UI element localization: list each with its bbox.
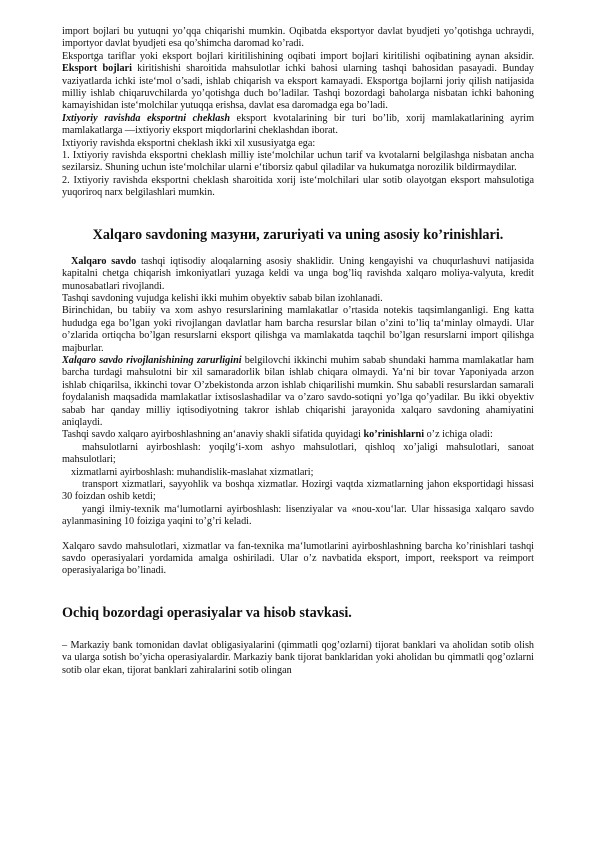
list-item-transport-services: transport xizmatlari, sayyohlik va boshqa xizmatlar. Hozirgi vaqtda xizmatlarning jahon eksportidagi hissasi 30 foizdan oshib ketdi; <box>62 479 534 503</box>
list-item-goods-exchange: mahsulotlarni ayirboshlash: yoqilg‘i-xom ashyo mahsulotlari, qishloq xo’jaligi mahsulotlari, sanoat mahsulotlari; <box>62 441 534 466</box>
list-item-feature-2: 2. Ixtiyoriy ravishda eksportni cheklash sharoitida xorij iste‘molchilari ular sotib olayotgan eksport mahsulotiga yuqoriroq narx belgilashlari mumkin. <box>62 174 534 199</box>
paragraph-export-duties: Eksportga tariflar yoki eksport bojlari kiritilishining oqibati import bojlari kiritilishi oqibatining aynan aksidir. Eksport bojlari kiritishishi sharoitida mahsulotlar ichki bahosi ularning tashqi bahosidan pasayadi. Bunday vaziyatlarda ichki iste‘mol o’sadi, ishlab chiqarish va eksport kamayadi. Eksportga bojlarni joriy qilish natijasida milliy ishlab chiqaruvchilarda yo’qotishga duch bo’ladilar. Tashqi bozordagi baholarga nisbatan ichki bahoning kamayishidan iste‘molchilar yutuqqa erishsa, davlat esa daromadga ega bo’ladi. <box>62 50 535 112</box>
paragraph-second-reason: Xalqaro savdo rivojlanishining zarurligini belgilovchi ikkinchi muhim sabab shundaki hamma mamlakatlar ham barcha turdagi mahsulotni bir xil samaradorlik bilan ishlab chiqara olmaydi. Ya‘ni bir tovar Yaponiyada arzon ishlab chiqarilsa, ikkinchi tovar O’zbekistonda arzon ishlab chiqarilishi mumkin. Shu sababli resurslardan samarali foydalanish maqsadida mamlakatlar ixtisoslashadilar va o’zaro savdo-sotiqni yo’lga qo’yadilar. Bu ikki obyektiv sabab har qanday milliy iqtisodiyotning takror ishlab chiqarishi jarayonida xalqaro savdoning ahamiyatini aniqlaydi. <box>62 354 534 428</box>
paragraph-trade-forms: Tashqi savdo xalqaro ayirboshlashning an‘anaviy shakli sifatida quyidagi ko’rinishlarni o’z ichiga oladi: <box>62 429 493 441</box>
paragraph-trade-operations: Xalqaro savdo mahsulotlari, xizmatlar va fan-texnika ma‘lumotlarini ayirboshlashning barcha ko’rinishlari tashqi savdo operasiyalari yordamida amalga oshiriladi. Ular o’z navbatida eksport, import, reeksport va reimport operasiyalariga bo’linadi. <box>62 540 534 577</box>
term-international-trade: Xalqaro savdo <box>71 255 137 267</box>
list-item-services-exchange: xizmatlarni ayirboshlash: muhandislik-maslahat xizmatlari; <box>71 466 314 478</box>
paragraph-first-reason: Birinchidan, bu tabiiy va xom ashyo resurslarining mamlakatlar o’rtasida notekis taqsimlanganligi. Eng katta hududga ega bo’lgan yoki rivojlangan davlatlar ham barcha resurslar bilan o’zini to’liq ta‘minlay olmaydi. Ular o’zlarida ortiqcha bo’lgan resurslarni eksport qilishga va mamlakatda taqchil bo’lgan resurslarni import qilishga majburlar. <box>62 305 534 354</box>
paragraph-import-duties: import bojlari bu yutuqni yo’qqa chiqarishi mumkin. Oqibatda eksportyor davlat byudjeti yo’qotishga uchraydi, importyor davlat byudjeti esa qo’shimcha daromad ko’radi. <box>62 26 534 50</box>
document-page <box>62 26 534 677</box>
paragraph-two-reasons: Tashqi savdoning vujudga kelishi ikki muhim obyektiv sabab bilan izohlanadi. <box>62 292 383 304</box>
term-trade-necessity: Xalqaro savdo rivojlanishining zarurligini <box>62 354 242 366</box>
section-heading-open-market: Ochiq bozordagi operasiyalar va hisob stavkasi. <box>62 604 352 621</box>
paragraph-voluntary-restraint: Ixtiyoriy ravishda eksportni cheklash eksport kvotalarining bir turi bo’lib, xorij mamlakatlarining ayrim mamlakatlarga —ixtiyoriy eksport miqdorlarini cheklashdan iborat. <box>62 112 534 137</box>
list-item-feature-1: 1. Ixtiyoriy ravishda eksportni cheklash milliy iste‘molchilar uchun tarif va kvotalarni belgilashga nisbatan ancha sezilarsiz. Shuning uchun iste‘molchilar ularni e‘tiborsiz qabul qiladilar va hukumatga norozilik bildirmaydilar. <box>62 150 534 174</box>
list-item-scientific-info: yangi ilmiy-texnik ma‘lumotlarni ayirboshlash: lisenziyalar va «nou-xou‘lar. Ular hissasiga xalqaro savdo aylanmasining 10 foiziga yaqini to’g’ri keladi. <box>62 503 534 528</box>
term-export-duties: Eksport bojlari <box>62 63 132 75</box>
paragraph-two-features: Ixtiyoriy ravishda eksportni cheklash ikki xil xususiyatga ega: <box>62 137 316 149</box>
paragraph-trade-definition: Xalqaro savdo tashqi iqtisodiy aloqalarning asosiy shaklidir. Uning kengayishi va chuqurlashuvi natijasida kapitalni chetga chiqarish imkoniyatlari yuzaga keldi va unga bog’liq ravishda xalqaro moliya-valyuta, kredit munosabatlari rivojlandi. <box>62 255 534 292</box>
term-voluntary-export-restraint: Ixtiyoriy ravishda eksportni cheklash <box>62 112 230 124</box>
paragraph-central-bank-operations: – Markaziy bank tomonidan davlat obligasiyalarini (qimmatli qog’ozlarni) tijorat banklari va aholidan sotib olish va ularga sotish bo’yicha operasiyalardir. Markaziy bank tijorat banklaridan yoki aholidan bu qimmatli qog’ozlarni sotib olar ekan, tijorat banklari zahiralarini sotib olingan <box>62 639 534 676</box>
section-heading-international-trade: Xalqaro savdoning мазуни, zaruriyati va uning asosiy ko’rinishlari. <box>92 226 504 243</box>
term-forms: ko’rinishlarni <box>363 429 425 441</box>
